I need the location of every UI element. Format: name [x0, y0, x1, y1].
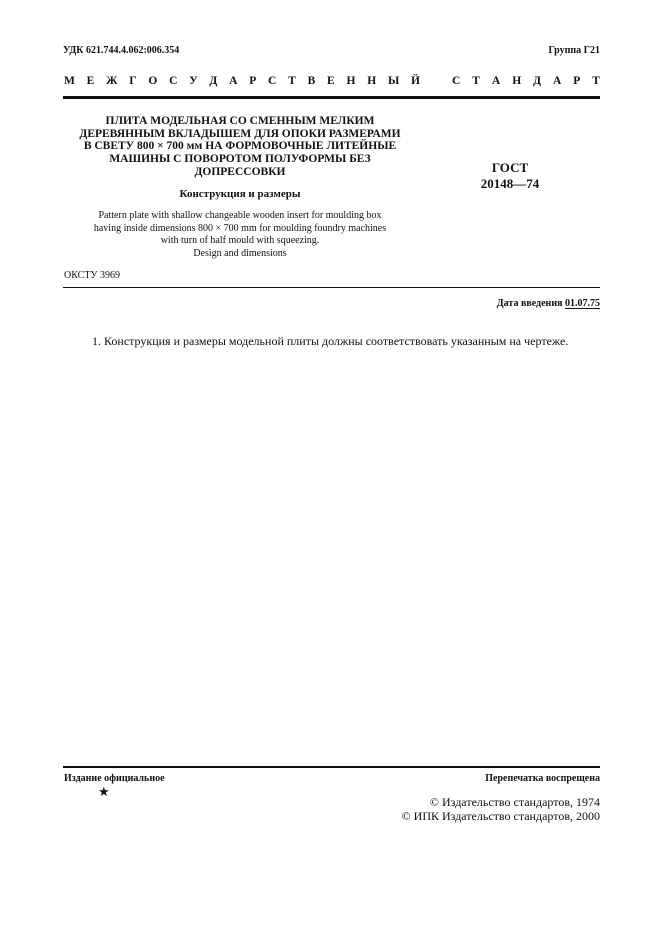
copyright-1974: © Издательство стандартов, 1974 — [429, 795, 600, 809]
letter: Е — [86, 75, 95, 87]
title-line: В СВЕТУ 800 × 700 мм НА ФОРМОВОЧНЫЕ ЛИТЕЙНЫЕ — [83, 140, 397, 153]
english-title-line: having inside dimensions 800 × 700 mm for moulding foundry machines — [93, 222, 387, 234]
letter: В — [307, 75, 316, 87]
letter: А — [553, 75, 562, 87]
english-title-line: with turn of half mould with squeezing. — [160, 235, 320, 247]
letter: Й — [411, 75, 420, 87]
letter: Н — [346, 75, 356, 87]
english-title — [64, 210, 416, 260]
letter: У — [189, 75, 198, 87]
letter: Д — [533, 75, 542, 87]
letter: С — [169, 75, 178, 87]
gost-number: 20148—74 — [480, 175, 540, 191]
group-code: Группа Г21 — [548, 45, 600, 56]
english-title-line: Design and dimensions — [193, 247, 287, 259]
title-line: ПЛИТА МОДЕЛЬНАЯ СО СМЕННЫМ МЕЛКИМ — [105, 115, 375, 127]
letter: М — [64, 75, 75, 87]
letter: Т — [592, 75, 600, 87]
udk-code: УДК 621.744.4.062:006.354 — [63, 45, 180, 56]
letter: О — [148, 75, 158, 87]
intro-date-label: Дата введения — [496, 298, 563, 309]
top-rule — [63, 96, 600, 99]
letter: А — [229, 75, 238, 87]
document-subtitle: Конструкция и размеры — [179, 188, 301, 200]
reprint-notice: Перепечатка воспрещена — [485, 773, 600, 784]
letter: Г — [129, 75, 137, 87]
standard-type-line — [64, 75, 600, 87]
letter: Ж — [106, 75, 118, 87]
letter: С — [452, 75, 461, 87]
letter: Р — [249, 75, 257, 87]
standard-word-interstate — [64, 75, 420, 87]
middle-rule — [63, 287, 600, 288]
intro-date — [497, 298, 600, 309]
standard-word-standard — [452, 75, 600, 87]
gost-label: ГОСТ — [491, 160, 529, 175]
letter: С — [268, 75, 277, 87]
bottom-rule — [63, 766, 600, 768]
letter: Т — [472, 75, 480, 87]
letter: Е — [327, 75, 335, 87]
english-title-line: Pattern plate with shallow changeable wooden insert for moulding box — [98, 210, 382, 221]
letter: Н — [367, 75, 377, 87]
title-line: ДЕРЕВЯННЫМ ВКЛАДЫШЕМ ДЛЯ ОПОКИ РАЗМЕРАМИ — [79, 127, 401, 140]
clause-1: 1. Конструкция и размеры модельной плиты должны соответствовать указанным на чертеже. — [92, 334, 569, 348]
official-edition: Издание официальное — [64, 773, 165, 784]
okstu-code: ОКСТУ 3969 — [64, 270, 121, 281]
letter: Р — [573, 75, 581, 87]
title-line: МАШИНЫ С ПОВОРОТОМ ПОЛУФОРМЫ БЕЗ — [109, 152, 371, 165]
letter: Н — [512, 75, 522, 87]
letter: Д — [209, 75, 218, 87]
title-line: ДОПРЕССОВКИ — [194, 165, 286, 178]
letter: Ы — [387, 75, 400, 87]
letter: Т — [288, 75, 296, 87]
gost-designation — [470, 160, 550, 191]
star-icon: ★ — [98, 784, 110, 799]
document-title — [64, 115, 416, 178]
copyright-2000: © ИПК Издательство стандартов, 2000 — [401, 809, 600, 823]
intro-date-value: 01.07.75 — [565, 298, 600, 309]
letter: А — [491, 75, 501, 87]
